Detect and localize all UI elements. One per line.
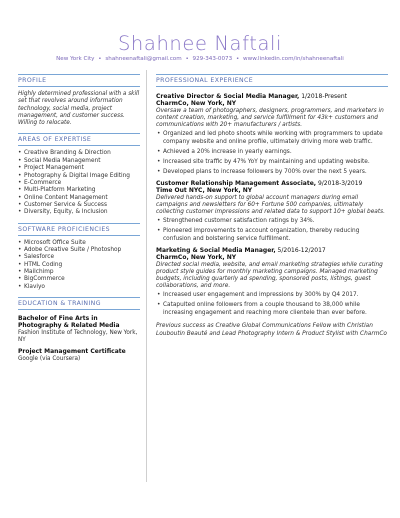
certificate-title: Project Management Certificate [18, 348, 126, 356]
list-item: • Klaviyo [18, 284, 140, 291]
expertise-list [18, 150, 140, 216]
job-dates: 5/2016-12/2017 [275, 247, 326, 255]
job-dates: 9/2018-3/2019 [316, 180, 363, 188]
contact-separator: • [235, 56, 240, 62]
job-bullet: • Pioneered improvements to account organization, thereby reducing confusion and bolstering service fulfillment. [156, 228, 388, 243]
software-heading: SOFTWARE PROFICIENCIES [18, 223, 140, 236]
job-bullet: • Developed plans to increase followers by 700% over the next 5 years. [156, 169, 388, 176]
list-item: • Project Management [18, 165, 140, 172]
list-item: • Creative Branding & Direction [18, 150, 140, 157]
education-heading: EDUCATION & TRAINING [18, 297, 140, 310]
contact-linkedin[interactable]: www.linkedin.com/in/shahneenaftali [243, 56, 344, 62]
right-column [156, 70, 388, 338]
list-item: • Adobe Creative Suite / Photoshop [18, 247, 140, 254]
job-description: Directed social media, website, and email marketing strategies while curating product style guides for monthly marketing campaigns. Managed marketing budgets, including quarterly ad spending, sponsored posts, listings, guest collaborations, and more. [156, 261, 383, 290]
list-item: • Social Media Management [18, 158, 140, 165]
software-list [18, 240, 140, 291]
contact-email[interactable]: shahneenaftali@gmail.com [105, 56, 182, 62]
job-entry [156, 180, 388, 243]
list-item: • Photography & Digital Image Editing [18, 173, 140, 180]
list-item: • HTML Coding [18, 262, 140, 269]
job-title [156, 93, 388, 100]
job-bullet: • Increased user engagement and impressions by 300% by Q4 2017. [156, 292, 388, 299]
job-company: Time Out NYC, New York, NY [156, 187, 253, 195]
job-bullet: • Increased site traffic by 47% YoY by maintaining and updating website. [156, 159, 388, 166]
job-bullet: • Organized and led photo shoots while working with programmers to update company website and online profile, ultimately driving more web traffic. [156, 131, 388, 146]
job-entry [156, 247, 388, 317]
profile-text: Highly determined professional with a skill set that revolves around information technology, social media, project management, and customer success. Willing to relocate. [18, 91, 140, 127]
list-item: • BigCommerce [18, 276, 140, 283]
job-bullet-list [156, 292, 388, 317]
job-title [156, 180, 388, 187]
list-item: • Multi-Platform Marketing [18, 187, 140, 194]
job-description: Oversaw a team of photographers, designers, programmers, and marketers in content creation, marketing, and service fulfillment for 43k+ customers and communications with 20+ manufacturers / artists. [156, 107, 384, 129]
job-entry [156, 93, 388, 176]
job-company: CharmCo, New York, NY [156, 100, 237, 108]
experience-heading: PROFESSIONAL EXPERIENCE [156, 74, 388, 87]
list-item: • Salesforce [18, 254, 140, 261]
job-bullet-list [156, 218, 388, 243]
list-item: • Microsoft Office Suite [18, 240, 140, 247]
expertise-heading: AREAS OF EXPERTISE [18, 133, 140, 146]
left-column [18, 70, 140, 363]
job-bullet: • Strengthened customer satisfaction ratings by 34%. [156, 218, 388, 225]
previous-success-note: Previous success as Creative Global Communications Fellow with Christian Louboutin Beauté and Lead Photography Intern & Product Stylist with CharmCo [156, 323, 387, 337]
education-entry [18, 348, 140, 363]
degree-title: Bachelor of Fine Arts in Photography & Related Media [18, 314, 120, 330]
list-item: • Diversity, Equity, & Inclusion [18, 209, 140, 216]
job-bullet-list [156, 131, 388, 176]
job-dates: 1/2018-Present [299, 93, 347, 100]
job-role: Customer Relationship Management Associate, [156, 180, 317, 188]
column-divider [146, 70, 147, 482]
job-role: Creative Director & Social Media Manager, [156, 93, 300, 100]
list-item: • E-Commerce [18, 180, 140, 187]
school-name: Fashion Institute of Technology, New York, NY [18, 329, 138, 344]
list-item: • Mailchimp [18, 269, 140, 276]
contact-line [0, 56, 400, 62]
job-role: Marketing & Social Media Manager, [156, 247, 276, 255]
candidate-name: Shahnee Naftali [117, 32, 283, 55]
contact-phone: 929-343-0073 [192, 56, 233, 62]
job-title [156, 247, 388, 254]
list-item: • Customer Service & Success [18, 202, 140, 209]
list-item: • Online Content Management [18, 195, 140, 202]
job-company: CharmCo, New York, NY [156, 254, 237, 262]
job-bullet: • Catapulted online followers from a couple thousand to 38,000 while increasing engagement and reaching more clientele than ever before. [156, 302, 388, 317]
job-bullet: • Achieved a 20% increase in yearly earnings. [156, 149, 388, 156]
contact-location: New York City [56, 56, 95, 62]
job-description: Delivered hands-on support to global account managers during email campaigns and newsletters for 60+ Fortune 500 companies, ultimately collecting customer impressions and related data to support 10+ global beats. [156, 194, 385, 216]
contact-separator: • [185, 56, 189, 62]
profile-heading: PROFILE [18, 74, 140, 87]
certificate-provider: Google (via Coursera) [18, 355, 81, 362]
education-entry [18, 315, 140, 344]
contact-separator: • [98, 56, 102, 62]
